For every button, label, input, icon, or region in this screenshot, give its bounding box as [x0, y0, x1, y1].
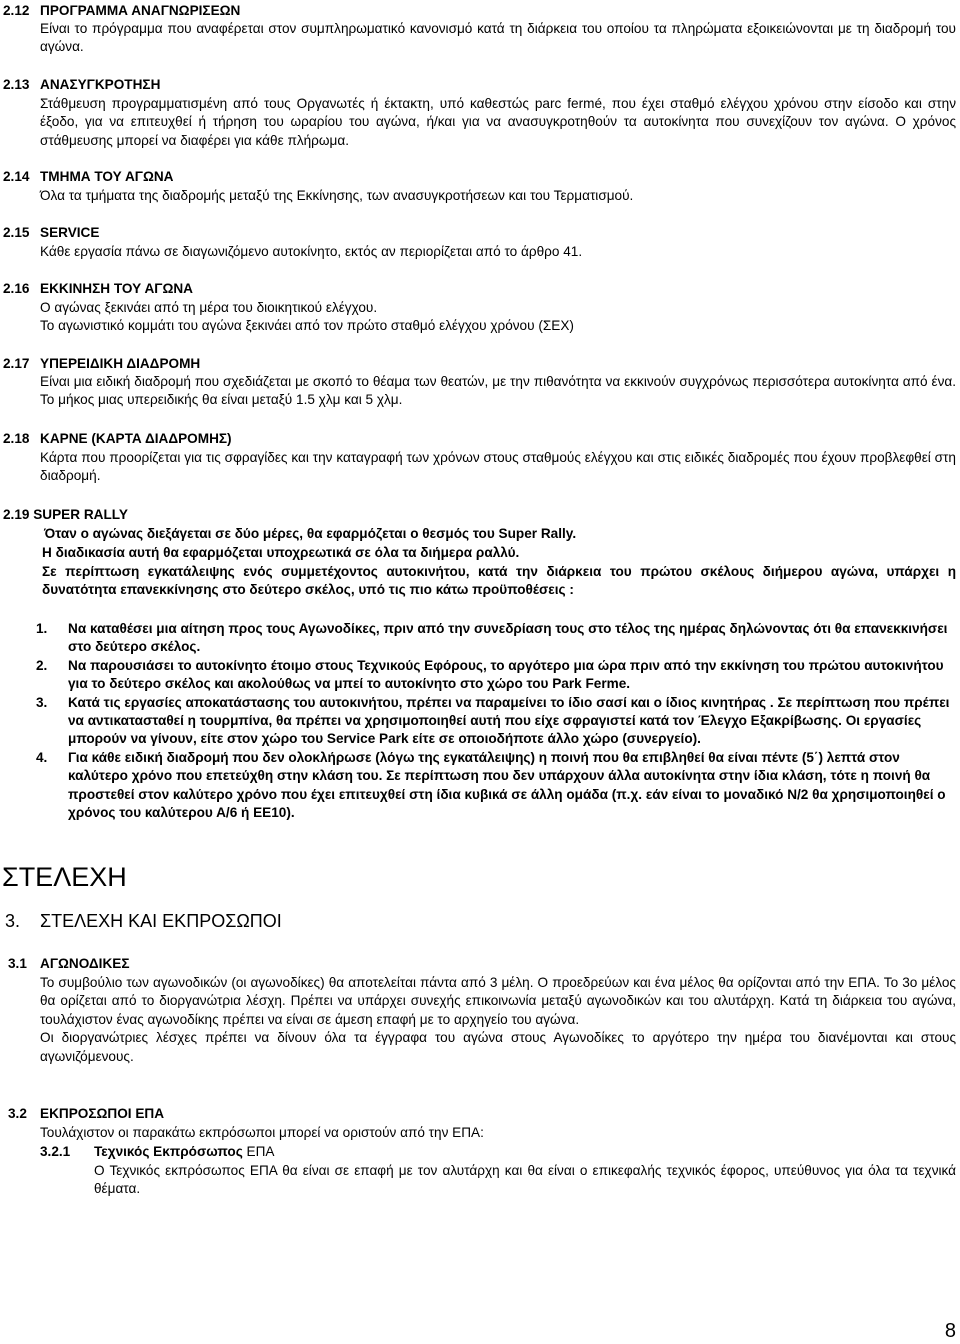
section-number: 2.15 — [3, 225, 30, 240]
section-number: 3. — [5, 911, 21, 931]
subsection-number: 3.2.1 — [40, 1144, 71, 1159]
paragraph: Τουλάχιστον οι παρακάτω εκπρόσωποι μπορεί να οριστούν από την ΕΠΑ: — [40, 1125, 484, 1140]
section-text — [40, 974, 956, 1066]
paragraph: Κάρτα που προορίζεται για τις σφραγίδες και την καταγραφή των χρόνων στους σταθμούς ελέγχου και στις ειδικές διαδρομές που έχουν προβλεφθεί στη διαδρομή. — [40, 450, 956, 484]
paragraph-text: Σε περίπτωση εγκατάλειψης ενός συμμετέχοντος αυτοκινήτου, κατά την διάρκεια του πρώτου σκέλους διήμερου αγώνα, υπάρχει η δυνατότητα επανεκκίνησης στο δεύτερο σκέλος, υπό τις πιο κάτω προϋποθέσεις : — [42, 564, 956, 598]
page-number: 8 — [944, 1319, 956, 1342]
list-number: 4. — [36, 749, 48, 765]
list-text: Να παρουσιάσει το αυτοκίνητο έτοιμο στους Τεχνικούς Εφόρους, το αργότερο μια ώρα πριν από την εκκίνηση του πρώτου αυτοκινήτου για το δεύτερο σκέλος και ακολούθως να μπεί το αυτοκίνητο στο χώρο του Park Ferme. — [68, 657, 944, 692]
paragraph: Είναι το πρόγραμμα που αναφέρεται στον συμπληρωματικό κανονισμό κατά τη διάρκεια του οποίου τα πληρώματα εξοικειώνονται με τη διαδρομή του αγώνα. — [40, 21, 956, 55]
section-number: 2.14 — [3, 169, 30, 184]
paragraph: Το αγωνιστικό κομμάτι του αγώνα ξεκινάει από τον πρώτο σταθμό ελέγχου χρόνου (ΣΕΧ) — [40, 318, 574, 334]
list-number: 1. — [36, 621, 48, 636]
list-text: Για κάθε ειδική διαδρομή που δεν ολοκλήρωσε (λόγω της εγκατάλειψης) η ποινή που θα επιβληθεί θα είναι πέντε (5΄) λεπτά στον καλύτερο χρόνο που επετεύχθη στην κλάση του. Σε περίπτωση που δεν υπάρχουν άλλα αυτοκίνητα στην ίδια κλάση, τότε η ποινή θα προστεθεί στον καλύτερο χρόνο που έχει επιτευχθεί στη ίδια κυβικά σε άλλη ομάδα (π.χ. εάν είναι το μοναδικό Ν/2 θα χρησιμοποιηθεί ο χρόνος του καλύτερου Α/6 ή ΕΕ10). — [68, 749, 946, 821]
section-number: 3.2 — [8, 1106, 27, 1121]
subsection-title — [94, 1143, 275, 1161]
section-title: ΕΚΠΡΟΣΩΠΟΙ ΕΠΑ — [40, 1106, 165, 1121]
paragraph: Όλα τα τμήματα της διαδρομής μεταξύ της Εκκίνησης, των ανασυγκροτήσεων και του Τερματισμού. — [40, 188, 634, 203]
paragraph: Στάθμευση προγραμματισμένη από τους Οργανωτές ή έκτακτη, υπό καθεστώς parc fermé, που έχει σταθμό ελέγχου χρόνου στην είσοδο και στην έξοδο, για να επιτευχθεί ή τήρηση του ωραρίου του αγώνα, ή/και για να ανασυγκροτηθούν τα αυτοκίνητα που συνεχίζουν τον αγώνα. Ο χρόνος στάθμευσης μπορεί να διαφέρει για κάθε πλήρωμα. — [40, 96, 956, 148]
section-title: ΤΜΗΜΑ ΤΟΥ ΑΓΩΝΑ — [40, 169, 174, 184]
section-title: ΥΠΕΡΕΙΔΙΚΗ ΔΙΑΔΡΟΜΗ — [40, 356, 201, 371]
section-text — [40, 243, 956, 261]
paragraph: Ο αγώνας ξεκινάει από τη μέρα του διοικητικού ελέγχου. — [40, 300, 378, 315]
paragraph: Οι διοργανώτριες λέσχες πρέπει να δίνουν όλα τα έγγραφα του αγώνα στους Αγωνοδίκες το αργότερο την ημέρα του διανέμονται και στους αγωνιζόμενους. — [40, 1030, 956, 1064]
section-title: ΑΝΑΣΥΓΚΡΟΤΗΣΗ — [40, 77, 161, 92]
section-title: SERVICE — [40, 225, 100, 240]
section-title: ΚΑΡΝΕ (ΚΑΡΤΑ ΔΙΑΔΡΟΜΗΣ) — [40, 431, 232, 446]
list-item — [36, 694, 952, 749]
paragraph — [42, 563, 956, 600]
list-text: Να καταθέσει μια αίτηση προς τους Αγωνοδίκες, πριν από την συνεδρίαση τους στο τέλος της ημέρας δηλώνοντας ότι θα επανεκκινήσει στο δεύτερο σκέλος. — [68, 621, 948, 655]
section-title: ΣΤΕΛΕΧΗ ΚΑΙ ΕΚΠΡΟΣΩΠΟΙ — [40, 911, 282, 931]
subsection-title-rest: ΕΠΑ — [242, 1144, 275, 1159]
section-number: 2.18 — [3, 431, 30, 446]
section-title: ΕΚΚΙΝΗΣΗ ΤΟΥ ΑΓΩΝΑ — [40, 281, 193, 296]
list-item — [36, 620, 952, 657]
section-text — [40, 449, 956, 486]
section-heading: 2.19 SUPER RALLY — [3, 507, 128, 522]
list-item — [36, 749, 952, 823]
section-number: 2.17 — [3, 356, 30, 371]
paragraph: Όταν ο αγώνας διεξάγεται σε δύο μέρες, θα εφαρμόζεται ο θεσμός του Super Rally. — [44, 526, 577, 541]
section-number: 3.1 — [8, 956, 27, 971]
paragraph: Κάθε εργασία πάνω σε διαγωνιζόμενο αυτοκίνητο, εκτός αν περιορίζεται από το άρθρο 41. — [40, 244, 583, 259]
section-text — [40, 299, 956, 336]
section-text — [40, 373, 956, 410]
requirements-list — [36, 620, 952, 822]
list-number: 3. — [36, 694, 48, 710]
section-number: 2.13 — [3, 77, 30, 92]
list-text: Κατά τις εργασίες αποκατάστασης του αυτοκινήτου, πρέπει να παραμείνει το ίδιο σασί και ο ίδιος κινητήρας . Σε περίπτωση που πρέπει να αντικατασταθεί η τουρμπίνα, θα πρέπει να χρησιμοποιηθεί αυτή που είχε σφραγιστεί κατά τον Έλεγχο Εξακρίβωσης. Οι εργασίες μπορούν να γίνουν, είτε στον χώρο του Service Park είτε σε οποιοδήποτε άλλο χώρο (συνεργείο). — [68, 694, 950, 747]
paragraph: Το συμβούλιο των αγωνοδικών (οι αγωνοδίκες) θα αποτελείται πάντα από 3 μέλη. Ο προεδρεύων και ένα μέλος θα ορίζονται από την ΕΠΑ. Το 3ο μέλος θα ορίζεται από το διοργανώτρια λέσχη. Πρέπει να υπάρχει συνεχής επικοινωνία μεταξύ αγωνοδικών και του αλυτάρχη. Κατά τη διάρκεια του αγώνα, τουλάχιστον ένας αγωνοδίκης πρέπει να είναι σε άμεση επαφή με το αρχηγείο του αγώνα. — [40, 975, 956, 1027]
section-number: 2.12 — [3, 3, 30, 18]
section-number: 2.16 — [3, 281, 30, 296]
list-item — [36, 657, 952, 694]
section-title: ΑΓΩΝΟΔΙΚΕΣ — [40, 956, 130, 971]
chapter-heading: ΣΤΕΛΕΧΗ — [2, 862, 127, 892]
list-number: 2. — [36, 657, 48, 673]
paragraph: Είναι μια ειδική διαδρομή που σχεδιάζεται με σκοπό το θέαμα των θεατών, με την πιθανότητα να εκκινούν συγχρόνως περισσότερα αυτοκίνητα από ένα. Το μήκος μιας υπερειδικής θα είναι μεταξύ 1.5 χλμ και 5 χλμ. — [40, 374, 956, 408]
section-text — [40, 1124, 956, 1142]
section-text: Ο Τεχνικός εκπρόσωπος ΕΠΑ θα είναι σε επαφή με τον αλυτάρχη και θα είναι ο επικεφαλής τεχνικός έφορος, υπεύθυνος για όλα τα τεχνικά θέματα. — [94, 1163, 956, 1197]
section-text — [40, 187, 956, 205]
paragraph: Η διαδικασία αυτή θα εφαρμόζεται υποχρεωτικά σε όλα τα διήμερα ραλλύ. — [42, 545, 520, 560]
section-text — [40, 20, 956, 57]
section-title: ΠΡΟΓΡΑΜΜΑ ΑΝΑΓΝΩΡΙΣΕΩΝ — [40, 3, 241, 18]
subsection-title-bold: Τεχνικός Εκπρόσωπος — [94, 1144, 243, 1159]
section-text — [40, 95, 956, 150]
